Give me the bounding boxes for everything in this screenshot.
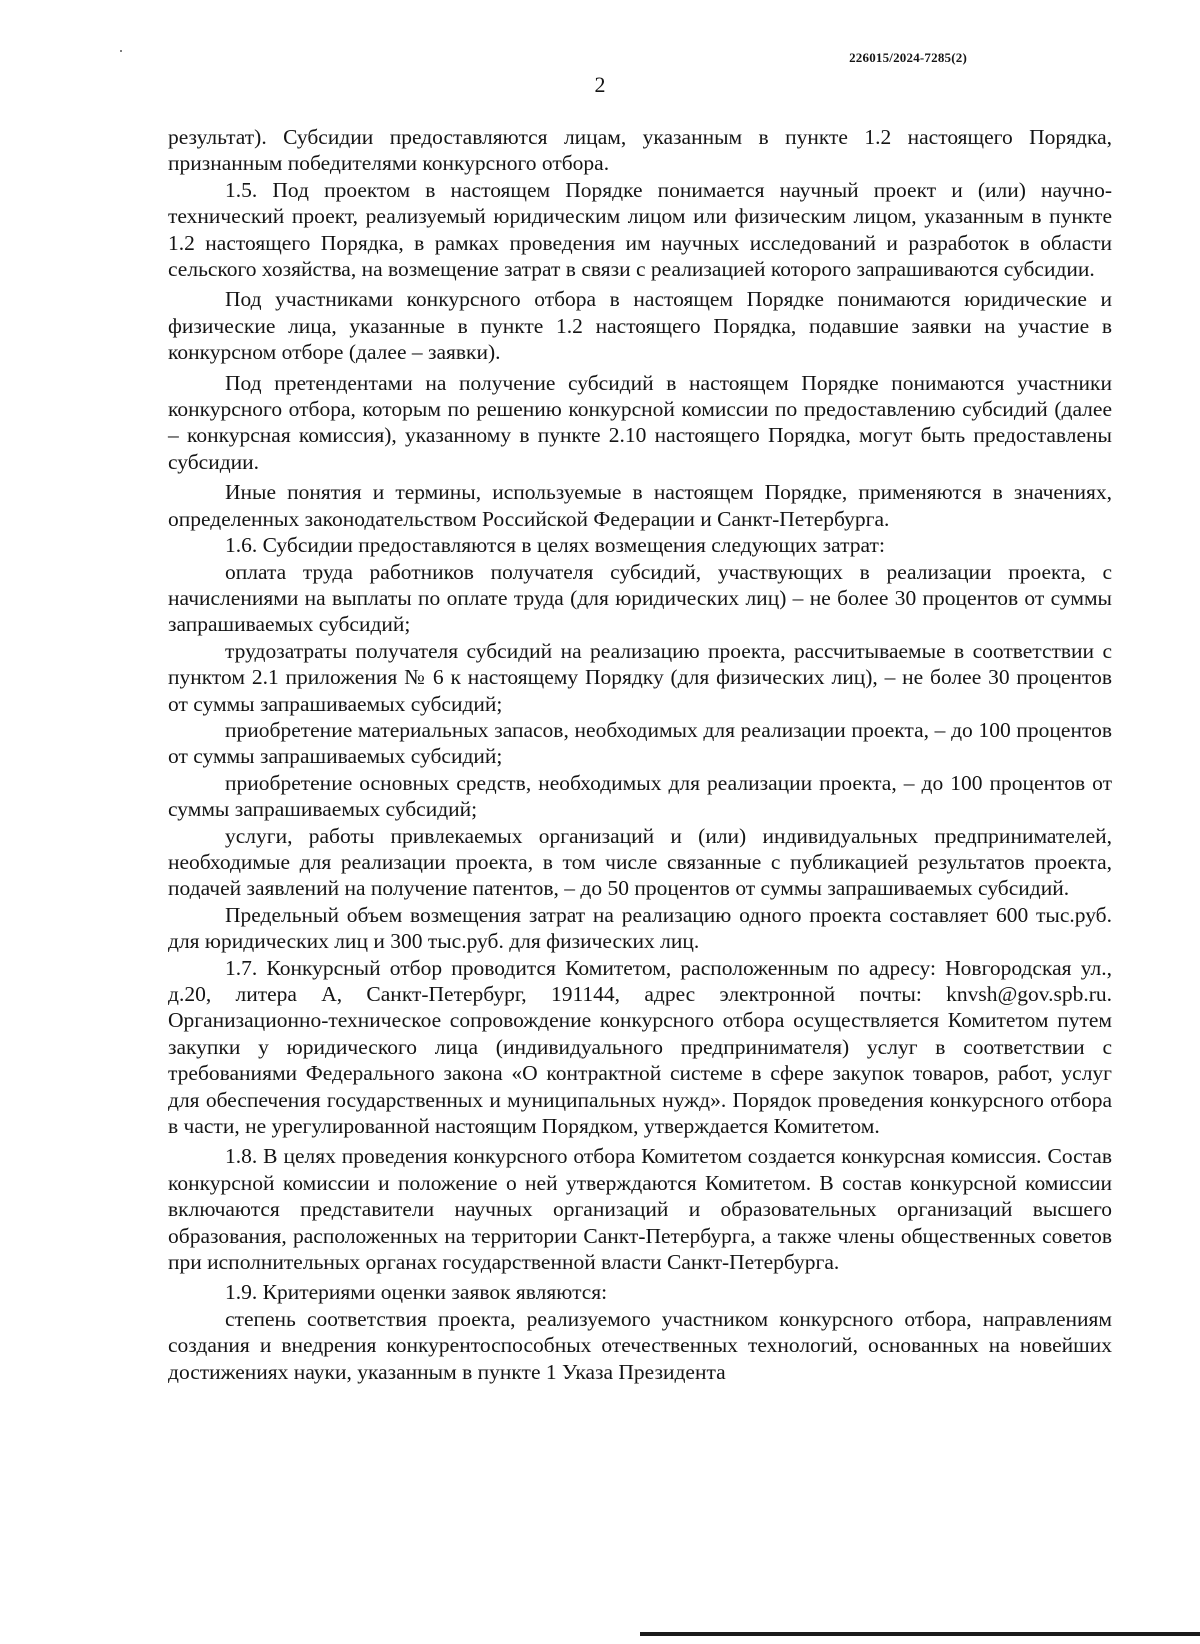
paragraph-participants: Под участниками конкурсного отбора в настоящем Порядке понимаются юридические и физические лица, указанные в пункте 1.2 настоящего Порядка, подавшие заявки на участие в конкурсном отборе (далее – заявки). — [168, 287, 1112, 365]
paragraph-terms: Иные понятия и термины, используемые в настоящем Порядке, применяются в значениях, определенных законодательством Российской Федерации и Санкт-Петербурга. — [168, 480, 1112, 531]
paragraph-1-5: 1.5. Под проектом в настоящем Порядке понимается научный проект и (или) научно-технический проект, реализуемый юридическим лицом или физическим лицом, указанным в пункте 1.2 настоящего Порядка, в рамках проведения им научных исследований и разработок в области сельского хозяйства, на возмещение затрат в связи с реализацией которого запрашиваются субсидии. — [168, 177, 1112, 282]
paragraph-applicants: Под претендентами на получение субсидий в настоящем Порядке понимаются участники конкурсного отбора, которым по решению конкурсной комиссии по предоставлению субсидий (далее – конкурсная комиссия), указанному в пункте 2.10 настоящего Порядка, могут быть предоставлены субсидии. — [168, 370, 1112, 474]
list-item-criteria: степень соответствия проекта, реализуемого участником конкурсного отбора, направлениям создания и внедрения конкурентоспособных отечественных технологий, основанных на новейших достижениях науки, указанным в пункте 1 Указа Президента — [168, 1306, 1112, 1384]
page-number: 2 — [594, 72, 606, 97]
paragraph-continuation: результат). Субсидии предоставляются лицам, указанным в пункте 1.2 настоящего Порядка, признанным победителями конкурсного отбора. — [168, 125, 1112, 176]
bottom-divider — [640, 1632, 1200, 1636]
document-body — [168, 124, 1112, 1385]
paragraph-1-7: 1.7. Конкурсный отбор проводится Комитетом, расположенным по адресу: Новгородская ул., д.20, литера А, Санкт-Петербург, 191144, адрес электронной почты: knvsh@gov.spb.ru. Организационно-техническое сопровождение конкурсного отбора осуществляется Комитетом путем закупки у юридического лица (индивидуального предпринимателя) услуг в соответствии с требованиями Федерального закона «О контрактной системе в сфере закупок товаров, работ, услуг для обеспечения государственных и муниципальных нужд». Порядок проведения конкурсного отбора в части, не урегулированной настоящим Порядком, утверждается Комитетом. — [168, 955, 1112, 1139]
list-item-services: услуги, работы привлекаемых организаций и (или) индивидуальных предпринимателей, необходимые для реализации проекта, в том числе связанные с публикацией результатов проекта, подачей заявлений на получение патентов, – до 50 процентов от суммы запрашиваемых субсидий. — [168, 823, 1112, 901]
paragraph-1-9: 1.9. Критериями оценки заявок являются: — [225, 1280, 608, 1305]
list-item-labor-costs: трудозатраты получателя субсидий на реализацию проекта, рассчитываемые в соответствии с пунктом 2.1 приложения № 6 к настоящему Порядку (для физических лиц), – не более 30 процентов от суммы запрашиваемых субсидий; — [168, 638, 1112, 716]
paragraph-limit: Предельный объем возмещения затрат на реализацию одного проекта составляет 600 тыс.руб. для юридических лиц и 300 тыс.руб. для физических лиц. — [168, 902, 1112, 954]
list-item-fixed-assets: приобретение основных средств, необходимых для реализации проекта, – до 100 процентов от суммы запрашиваемых субсидий; — [168, 770, 1112, 822]
paragraph-1-8: 1.8. В целях проведения конкурсного отбора Комитетом создается конкурсная комиссия. Состав конкурсной комиссии и положение о ней утверждаются Комитетом. В состав конкурсной комиссии включаются представители научных организаций и образовательных организаций высшего образования, расположенных на территории Санкт-Петербурга, а также члены общественных советов при исполнительных органах государственной власти Санкт-Петербурга. — [168, 1144, 1112, 1275]
list-item-materials: приобретение материальных запасов, необходимых для реализации проекта, – до 100 процентов от суммы запрашиваемых субсидий; — [168, 717, 1112, 769]
list-item-salary: оплата труда работников получателя субсидий, участвующих в реализации проекта, с начислениями на выплаты по оплате труда (для юридических лиц) – не более 30 процентов от суммы запрашиваемых субсидий; — [168, 559, 1112, 637]
document-registration-number: 226015/2024-7285(2) — [849, 50, 967, 65]
paragraph-1-6: 1.6. Субсидии предоставляются в целях возмещения следующих затрат: — [225, 533, 885, 558]
scan-speck — [120, 50, 122, 52]
